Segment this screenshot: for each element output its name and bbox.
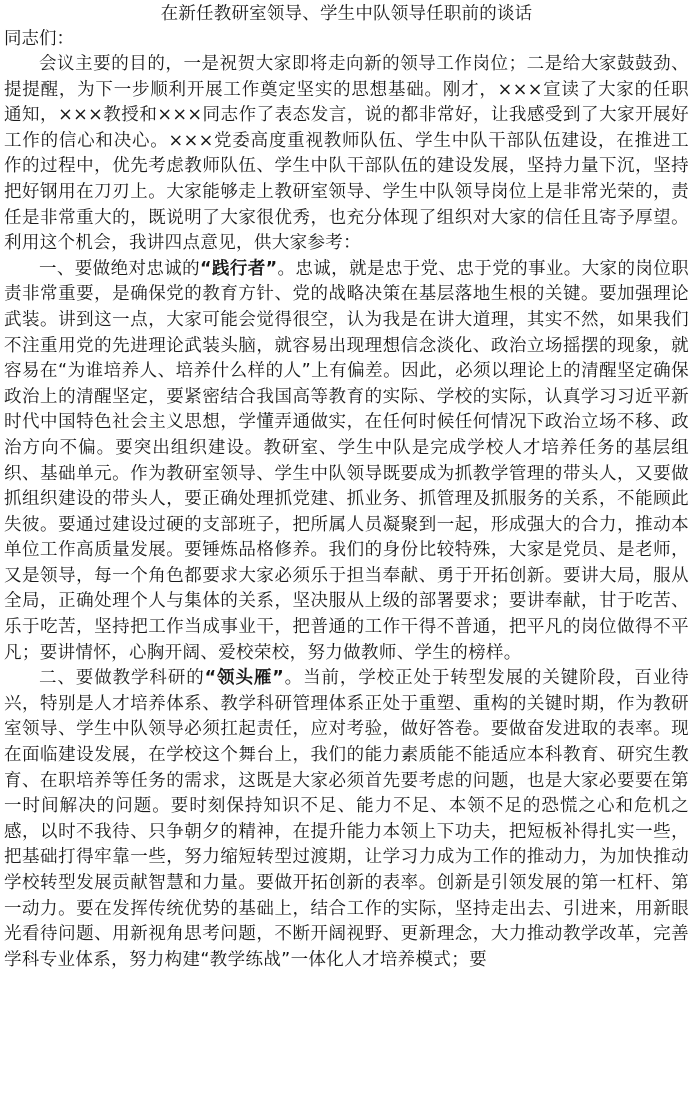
paragraph-point-one [4, 257, 689, 667]
paragraph-text: 会议主要的目的，一是祝贺大家即将走向新的领导工作岗位；二是给大家鼓鼓劲、提提醒，为下一步顺利开展工作奠定坚实的思想基础。刚才，×××宣读了大家的任职通知，×××教授和×××同志作了表态发言，说的都非常好，让我感受到了大家开展好工作的信心和决心。×××党委高度重视教师队伍、学生中队干部队伍建设，在推进工作的过程中，优先考虑教师队伍、学生中队干部队伍的建设发展，坚持力量下沉，坚持把好钢用在刀刃上。大家能够走上教研室领导、学生中队领导岗位上是非常光荣的，责任是非常重大的，既说明了大家很优秀，也充分体现了组织对大家的信任且寄予厚望。利用这个机会，我讲四点意见，供大家参考： [4, 54, 689, 254]
paragraph-intro [4, 52, 689, 257]
salutation: 同志们： [4, 29, 74, 49]
paragraph-lead: 一、要做绝对忠诚的 [39, 258, 201, 279]
paragraph-text: 。忠诚，就是忠于党、忠于党的事业。大家的岗位职责非常重要，是确保党的教育方针、党的战略决策在基层落地生根的关键。要加强理论武装。讲到这一点，大家可能会觉得很空，认为我是在讲大道理，其实不然，如果我们不注重用党的先进理论武装头脑，就容易出现理想信念淡化、政治立场摇摆的现象，就容易在“为谁培养人、培养什么样的人”上有偏差。因此，必须以理论上的清醒坚定确保政治上的清醒坚定，要紧密结合我国高等教育的实际、学校的实际，认真学习习近平新时代中国特色社会主义思想，学懂弄通做实，在任何时候任何情况下政治立场不移、政治方向不偏。要突出组织建设。教研室、学生中队是完成学校人才培养任务的基层组织、基础单元。作为教研室领导、学生中队领导既要成为抓教学管理的带头人，又要做抓组织建设的带头人，要正确处理抓党建、抓业务、抓管理及抓服务的关系，不能顾此失彼。要通过建设过硬的支部班子，把所属人员凝聚到一起，形成强大的合力，推动本单位工作高质量发展。要锤炼品格修养。我们的身份比较特殊，大家是党员、是老师，又是领导，每一个角色都要求大家必须乐于担当奉献、勇于开拓创新。要讲大局，服从全局，正确处理个人与集体的关系，坚决服从上级的部署要求；要讲奉献，甘于吃苦、乐于吃苦，坚持把工作当成事业干，把普通的工作干得不普通，把平凡的岗位做得不平凡；要讲情怀，心胸开阔、爱校荣校，努力做教师、学生的榜样。 [4, 258, 689, 663]
paragraph-emphasis: “践行者” [200, 258, 278, 279]
paragraph-text: 。当前，学校正处于转型发展的关键阶段，百业待兴，特别是人才培养体系、教学科研管理体系正处于重塑、重构的关键时期，作为教研室领导、学生中队领导必须扛起责任，应对考验，做好答卷。要做奋发进取的表率。现在面临建设发展，在学校这个舞台上，我们的能力素质能不能适应本科教育、研究生教育、在职培养等任务的需求，这既是大家必须首先要考虑的问题，也是大家必要要在第一时间解决的问题。要时刻保持知识不足、能力不足、本领不足的恐慌之心和危机之感，以时不我待、只争朝夕的精神，在提升能力本领上下功夫，把短板补得扎实一些，把基础打得牢靠一些，努力缩短转型过渡期，让学习力成为工作的推动力，为加快推动学校转型发展贡献智慧和力量。要做开拓创新的表率。创新是引领发展的第一杠杆、第一动力。要在发挥传统优势的基础上，结合工作的实际，坚持走出去、引进来，用新眼光看待问题、用新视角思考问题，不断开阔视野、更新理念，大力推动教学改革，完善学科专业体系，努力构建“教学练战”一体化人才培养模式；要 [4, 668, 689, 970]
paragraph-emphasis: “领头雁” [204, 668, 285, 689]
paragraph-lead: 二、要做教学科研的 [39, 668, 205, 689]
document-title: 在新任教研室领导、学生中队领导任职前的谈话 [160, 4, 533, 24]
paragraph-point-two [4, 666, 689, 973]
